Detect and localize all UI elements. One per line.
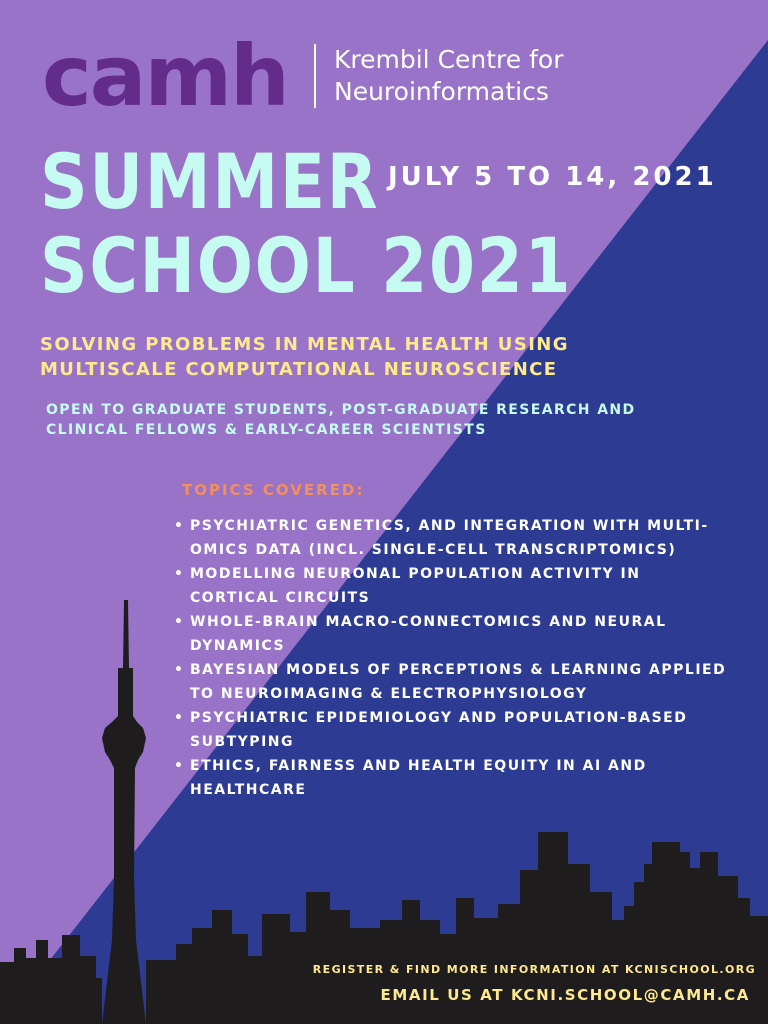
logo-divider [314,44,316,108]
title-line1: SUMMER [40,137,380,226]
list-item: • PSYCHIATRIC EPIDEMIOLOGY AND POPULATION-BASED SUBTYPING [174,706,734,754]
title-line2: SCHOOL 2021 [40,221,573,310]
topics-heading: TOPICS COVERED: [182,481,365,499]
topics-list [174,514,734,802]
subtitle [40,332,740,382]
contact-email: EMAIL US AT KCNI.SCHOOL@CAMH.CA [380,986,750,1004]
list-item: • PSYCHIATRIC GENETICS, AND INTEGRATION WITH MULTI-OMICS DATA (INCL. SINGLE-CELL TRANSCRIPTOMICS) [174,514,734,562]
list-item: • BAYESIAN MODELS OF PERCEPTIONS & LEARNING APPLIED TO NEUROIMAGING & ELECTROPHYSIOLOGY [174,658,734,706]
org-name-line1: Krembil Centre for [334,45,564,74]
register-info: REGISTER & FIND MORE INFORMATION AT KCNISCHOOL.ORG [312,963,756,976]
list-item: • MODELLING NEURONAL POPULATION ACTIVITY IN CORTICAL CIRCUITS [174,562,734,610]
camh-logo: camh [42,27,288,125]
org-name [334,44,634,108]
org-name-line2: Neuroinformatics [334,77,549,106]
event-dates: JULY 5 TO 14, 2021 [388,162,717,192]
audience-text: OPEN TO GRADUATE STUDENTS, POST-GRADUATE RESEARCH AND CLINICAL FELLOWS & EARLY-CAREER SCIENTISTS [46,402,636,438]
subtitle-line1: SOLVING PROBLEMS IN MENTAL HEALTH USING [40,334,569,355]
list-item: • WHOLE-BRAIN MACRO-CONNECTOMICS AND NEURAL DYNAMICS [174,610,734,658]
list-item: • ETHICS, FAIRNESS AND HEALTH EQUITY IN AI AND HEALTHCARE [174,754,734,802]
subtitle-line2: MULTISCALE COMPUTATIONAL NEUROSCIENCE [40,359,558,380]
